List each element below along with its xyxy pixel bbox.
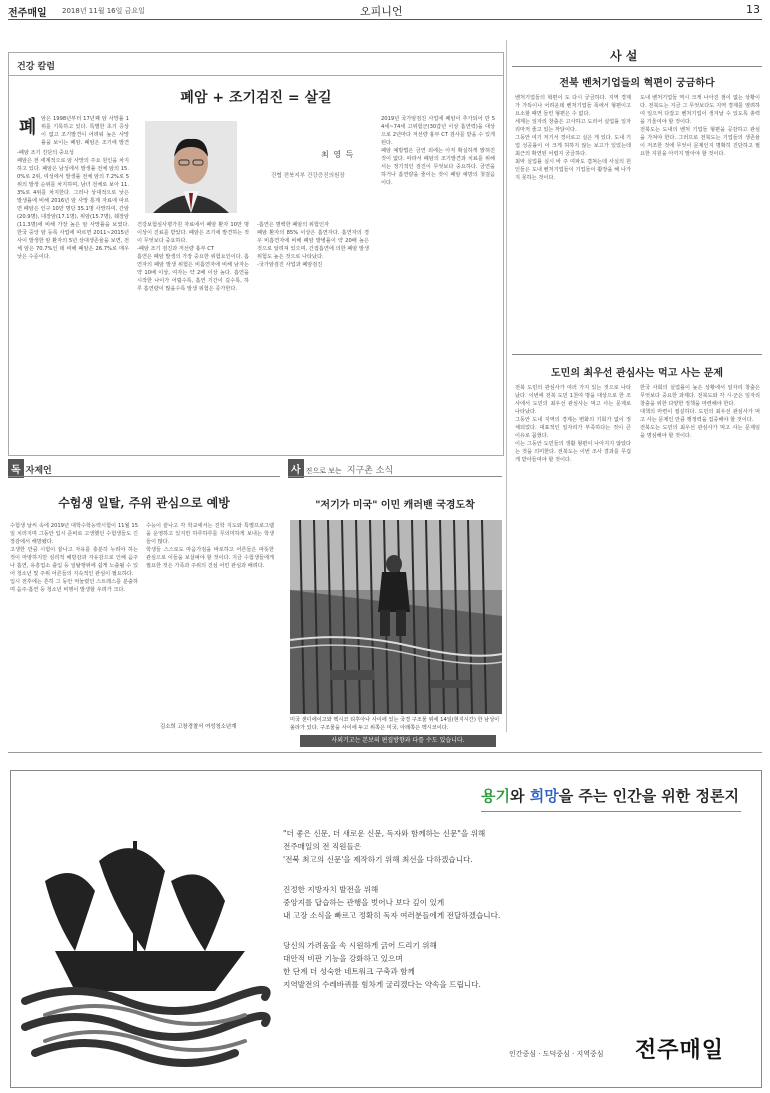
reader-byline: 김소희 고창경찰서 여성청소년계 (160, 724, 237, 730)
health-paragraph: 폐암 환자의 85% 이상은 흡연자다. 흡연자의 경우 비흡연자에 비해 폐암 발병률이 약 20배 높은 것으로 알려져 있으며, 간접흡연에 의한 폐암 발생 위험도 높은 것으로 나타났다. (257, 230, 369, 260)
reader-col-2 (146, 522, 274, 718)
health-column-headline: 폐암 + 조기검진 = 살길 (180, 90, 332, 106)
ad-line: "더 좋은 신문, 더 새로운 신문, 독자와 함께하는 신문"을 위해 (283, 829, 486, 838)
editorial-paragraph: 이는 그동안 도민들의 생활 형편이 나아지지 않았다는 것을 의미한다. 전북도는 이번 조사 결과를 무겁게 받아들여야 할 것이다. (515, 441, 631, 463)
reader-paragraph: 수험생 날씨 속에 2019년 대학수학능력시험이 11월 15일 치러지며 그동안 입시 준비로 고생했던 수험생들도 긴장감에서 해방됐다. (10, 523, 138, 545)
health-paragraph: -폐암 조기 검진과 저선량 흉부 CT (137, 246, 215, 252)
photo-caption: 미국 샌디에이고와 멕시코 티후아나 사이에 있는 국경 구조물 위에 14일(현지시간) 한 남성이 올라가 있다. 구조물을 사이에 두고 위쪽은 미국, 아래쪽은 멕시코이다. (290, 717, 500, 731)
photo-kicker-tail: 지구촌 소식 (346, 466, 394, 476)
reader-col-1 (10, 522, 138, 730)
editorial-paragraph: 그동안 여기 저기서 경이로고 실은 게 있다. 도내 기업 성공률이 이 크게 허하지 않는 보고가 있었는데 최근의 확연된 어렵지 궁금하다. (515, 135, 631, 157)
editorial-2-col-1 (515, 384, 631, 724)
editorial-paragraph: 최악 실업률 실시 바 주 여파도 겹쳐는데 사실의 원인들은 도내 벤처기업들이 기업들이 활장을 해 나가지 못하는 것이다. (515, 159, 631, 181)
editorial-paragraph: 전북도는 도민의 최우선 관심사가 먹고 사는 문제임을 명심해야 할 것이다. (640, 425, 760, 439)
ad-line: 대안적 비판 기능을 강화하고 있으며 (283, 954, 403, 963)
reader-kicker-rest: 자제언 (25, 466, 52, 476)
reader-paragraph: 고생한 만큼 시험이 끝나고 자유를 충분히 누려야 하는 것이 마땅하지만 심리적 해방감과 자유감으로 인해 음주나 흡연, 유흥업소 출입 등 일탈행위에 쉽게 노출될 수 있어 청소년 및 주위 어른들의 지속적인 관심이 필요하다. (10, 547, 138, 577)
editorial-paragraph: 도내 벤처기업들 역시 크게 나아진 점이 없는 상황이다. 전북도는 지금 그 무엇보다도 지역 경제를 염려하여 일으켜 다잡고 벤처기업이 생겨날 수 있도록 총력을 기울여야 할 것이다. (640, 95, 760, 125)
reader-paragraph: 입시 전후에는 흔히 그 동안 억눌렸던 스트레스를 분출하며 음주·흡연 등 청소년 비행이 발생할 우려가 크다. (10, 579, 138, 593)
ad-headline-rule (481, 811, 741, 812)
health-paragraph: 폐암 예방법은 금연 외에는 아직 확실하게 밝혀진 것이 없다. 따라서 폐암의 조기발견과 치료를 위해서는 정기적인 검진이 무엇보다 중요하다. 금연을 하거나 흡연량을 줄이는 것이 폐암 예방의 첫걸음이다. (381, 148, 495, 186)
health-paragraph: -폐암 조기 진단의 중요성 (17, 150, 74, 156)
author-name: 최 영 득 (321, 150, 355, 159)
health-paragraph: 2019년 국가암검진 사업에 폐암이 추가되어 만 54세~74세 고위험군(30갑년 이상 흡연력)을 대상으로 2년마다 저선량 흉부 CT 검사를 받을 수 있게 된다. (381, 116, 495, 146)
photo-kicker-mid: 진으로 보는 (305, 467, 342, 475)
health-paragraph: 건강보험심사평가원 자료에서 폐암 환자 10만 명 이상이 진료를 받았다. 폐암은 조기에 발견하는 것이 무엇보다 중요하다. (137, 222, 249, 244)
editorial-paragraph: 전북도는 도내의 벤처 기업들 형편을 공감하고 관심을 가져야 한다. 그러므로 전북도는 기업들의 생존율이 저조한 것에 무엇이 문제인지 명확히 진단하고 필요한 지원을 아끼지 말아야 할 것이다. (640, 127, 760, 157)
reader-paragraph: 수능이 끝나고 각 학교에서는 진학 지도와 특별프로그램을 운영하고 있지만 하루하루를 무의미하게 보내는 학생들이 많다. (146, 523, 274, 545)
reader-kicker-rule (8, 476, 280, 477)
reader-column-headline: 수험생 일탈, 주위 관심으로 예방 (58, 496, 230, 510)
editorial-paragraph: 세계는 일자리 창출은 고사하고 도리어 실업률 일자리마저 줄고 있는 까닭이다. (515, 119, 631, 133)
health-column (8, 52, 504, 456)
ad-line: 중앙지를 답습하는 관행을 벗어나 보다 깊이 있게 (283, 898, 445, 907)
health-col-2 (137, 221, 249, 449)
editorial-column-divider (506, 40, 507, 732)
health-lead: 암은 1998년부터 17년째 암 사망률 1위를 기록하고 있다. 특별한 초기 증상이 없고 조기발견이 어려워 높은 사망률을 보이는 폐암. 폐암은 조기에 발견 (41, 116, 129, 146)
editorial-paragraph: 한국 사회의 실업률이 높은 상황에서 일자리 창출은 무엇보다 중요한 과제다. 전북도와 각 시·군은 일자리 창출을 위한 다양한 정책을 마련해야 한다. (640, 385, 760, 407)
editorial-paragraph: 전북 도민의 관심사가 여러 가지 있는 것으로 나타났다. 이번에 전북 도민 1천여 명을 대상으로 한 조사에서 도민의 최우선 관심사는 먹고 사는 문제로 나타났다. (515, 385, 631, 415)
editorial-paragraph: 벤처기업들의 혁편이 도 다시 궁금하다. 지역 경제가 가뜩이나 어려운데 벤처기업들 폭에서 형편이고 요소할 때면 들린 형편은 수 없다. (515, 95, 631, 117)
health-paragraph: 폐암은 전 세계적으로 암 사망의 주요 원인을 차지하고 있다. 폐암은 남성에서 발생률 전체 암의 15.0%로 2위, 여성에서 발생률 전체 암의 7.2%로 5위의 발생 순위를 차지하며, 남녀 전체로 보아 11.3%로 4위를 차지한다. 그러나 상대적으로 낮은 발생률에 비해 2016년 암 사망 통계 자료에 따르면 폐암은 인구 10만 명당 35.1명 사망하여, 간암(20.9명), 대장암(17.1명), 위암(15.7명), 췌장암(11.3명)에 비해 가장 높은 암 사망률을 보였다. 한국 중앙 암 등록 사업에 따르면 2011~2015년 사이 발생한 암 환자의 5년 상대생존율을 보면, 전체 암은 70.7%인 데 비해 폐암은 26.7%로 매우 낮은 수준이다. (17, 158, 129, 260)
editorial-divider (512, 354, 762, 355)
ad-paragraph-1 (283, 827, 723, 866)
health-paragraph: 흡연은 폐암 발생의 가장 중요한 위험요인이다. 흡연자의 폐암 발생 위험은 비흡연자에 비해 남자는 약 10배 이상, 여자는 약 2배 이상 높다. 흡연을 시작한 나이가 어릴수록, 흡연 기간이 길수록, 하루 흡연량이 많을수록 발생 위험은 증가한다. (137, 254, 249, 292)
masthead-date: 2018년 11월 16일 금요일 (62, 7, 145, 15)
reader-paragraph: 학생들 스스로도 마음가짐을 바로하고 어른들은 따뜻한 관심으로 이들을 보살펴야 할 것이다. 지금 수험생들에게 필요한 것은 가족과 주위의 진심 어린 관심과 배려다. (146, 547, 274, 569)
masthead-paper-name: 전주매일 (8, 8, 47, 19)
reader-kicker-first: 독 (8, 459, 24, 478)
border-fence-photo (290, 520, 502, 714)
editorial-kicker-rule (512, 66, 762, 67)
ad-headline-mid: 와 (509, 787, 530, 805)
masthead-rule (8, 19, 762, 20)
health-col-4 (381, 115, 495, 449)
ad-line: 지역발전의 수레바퀴를 힘차게 굴리겠다는 약속을 드립니다. (283, 980, 481, 989)
ad-logo: 전주매일 (635, 1037, 725, 1063)
ad-paragraph-3 (283, 939, 723, 991)
ad-line: 내 고장 소식을 빠르고 정확히 독자 여러분들에게 전달하겠습니다. (283, 911, 501, 920)
editorial-1-col-1 (515, 94, 631, 348)
health-column-kicker: 건강 칼럼 (17, 62, 55, 72)
ad-line: 전주매일의 전 직원들은 (283, 842, 362, 851)
author-photo (145, 121, 237, 213)
author-title: 건협 전북지부 건강증진의원장 (271, 173, 345, 179)
masthead-page-number: 13 (746, 3, 760, 16)
editorial-paragraph: 대책의 마련이 절실하다. 도민의 최우선 관심사가 먹고 사는 문제인 만큼 행정력을 집중해야 할 것이다. (640, 409, 760, 423)
ad-headline (481, 785, 739, 806)
editorial-paragraph: 그동안 도내 지역의 경제는 변화의 기회가 없이 정체되었다. 대표적인 일자리가 부족하다는 것이 큰 이유로 꼽혔다. (515, 417, 631, 439)
photo-news-kicker (288, 458, 502, 476)
house-ad (10, 770, 762, 1088)
ad-line: '전북 최고의 신문'을 제작하기 위해 최선을 다하겠습니다. (283, 855, 473, 864)
masthead-section: 오피니언 (360, 5, 403, 18)
editorial-kicker: 사 설 (610, 49, 638, 63)
editorial-1-headline: 전북 벤처기업들의 혁편이 궁금하다 (559, 78, 715, 89)
disclaimer-text: 사외기고는 본보의 편집방향과 다를 수도 있습니다. (331, 737, 465, 744)
drop-cap: 폐 (19, 117, 37, 138)
editorial-2-headline: 도민의 최우선 관심사는 먹고 사는 문제 (551, 368, 723, 379)
ad-headline-post: 을 주는 인간을 위한 정론지 (558, 787, 739, 805)
ad-line: 한 단계 더 성숙한 네트워크 구축과 함께 (283, 967, 415, 976)
kicker-underline (9, 75, 503, 76)
editorial-2-col-2 (640, 384, 760, 724)
ad-headline-accent: 희망 (529, 787, 559, 805)
disclaimer-bar (300, 735, 496, 747)
health-col-3 (257, 221, 369, 449)
reader-column-kicker (8, 458, 248, 476)
ship-illustration (15, 821, 275, 1071)
health-paragraph: -흡연은 명백한 폐암의 위험인자 (257, 222, 329, 228)
editorial-1-col-2 (640, 94, 760, 348)
ad-line: 진정한 지방자치 발전을 위해 (283, 885, 379, 894)
photo-kicker-first: 사 (288, 459, 304, 478)
health-col-1 (17, 149, 129, 449)
health-paragraph: -국가암검진 사업과 폐암검진 (257, 262, 323, 268)
photo-news-headline: "저기가 미국" 이민 캐러밴 국경도착 (315, 500, 475, 511)
ad-slogan: 인간중심 · 도덕중심 · 지역중심 (509, 1050, 604, 1058)
section-separator (8, 752, 762, 753)
ad-paragraph-2 (283, 883, 723, 922)
photo-kicker-rule (288, 476, 502, 477)
ad-headline-pre: 용기 (481, 787, 510, 805)
ad-line: 당신의 가려움을 속 시원하게 긁어 드리기 위해 (283, 941, 437, 950)
